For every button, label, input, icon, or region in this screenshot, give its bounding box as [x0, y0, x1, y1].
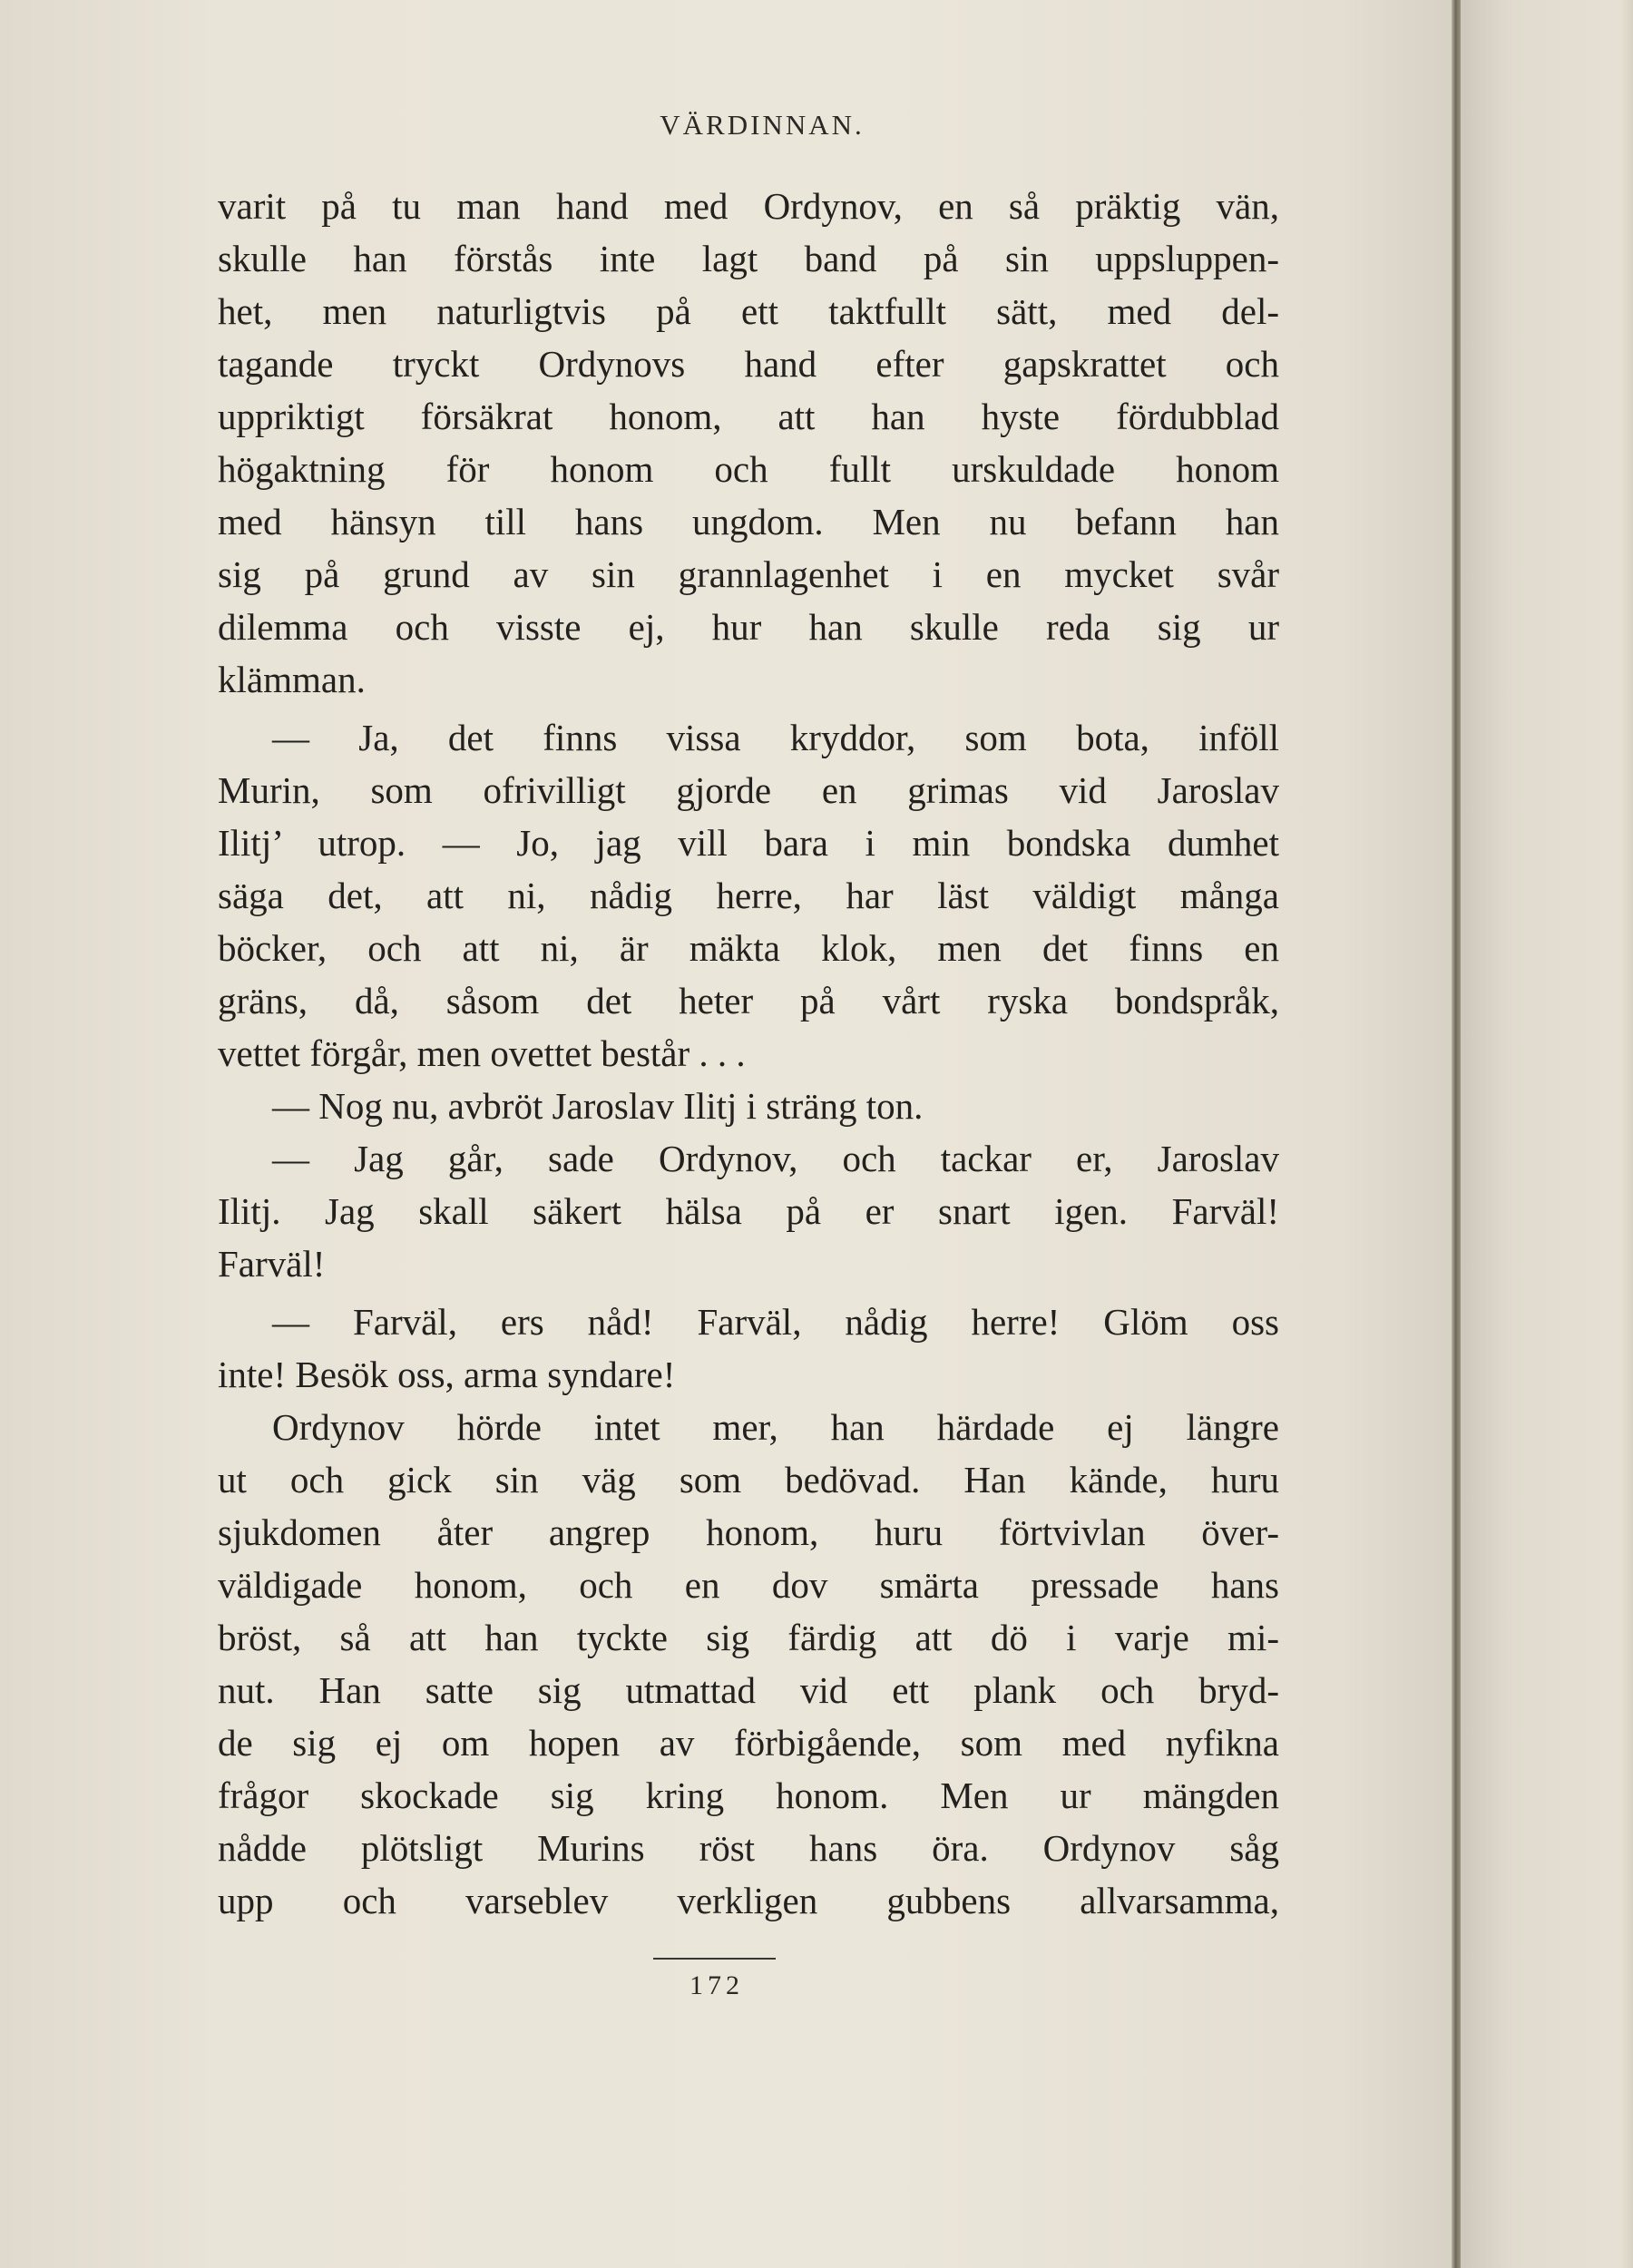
text-line: varit på tu man hand med Ordynov, en så präktig vän,: [218, 185, 1279, 227]
text-line: klämman.: [218, 659, 366, 700]
folio-rule: [653, 1958, 776, 1960]
text-line: — Nog nu, avbröt Jaroslav Ilitj i sträng ton.: [272, 1085, 924, 1127]
text-line: säga det, att ni, nådig herre, har läst väldigt många: [218, 875, 1279, 916]
text-line: het, men naturligtvis på ett taktfullt sätt, med del-: [218, 290, 1279, 332]
text-line: — Farväl, ers nåd! Farväl, nådig herre! Glöm oss: [272, 1301, 1279, 1343]
text-line: tagande tryckt Ordynovs hand efter gapskrattet och: [218, 343, 1279, 385]
text-line: Ilitj’ utrop. — Jo, jag vill bara i min bondska dumhet: [218, 822, 1279, 864]
text-line: nådde plötsligt Murins röst hans öra. Ordynov såg: [218, 1827, 1279, 1869]
text-line: de sig ej om hopen av förbigående, som med nyfikna: [218, 1722, 1279, 1764]
text-line: frågor skockade sig kring honom. Men ur mängden: [218, 1774, 1279, 1816]
running-head: VÄRDINNAN.: [660, 109, 865, 141]
page-gutter: [1452, 0, 1461, 2268]
text-line: Ilitj. Jag skall säkert hälsa på er snart igen. Farväl!: [218, 1190, 1279, 1232]
text-line: — Jag går, sade Ordynov, och tackar er, Jaroslav: [272, 1138, 1279, 1179]
text-line: inte! Besök oss, arma syndare!: [218, 1354, 676, 1395]
text-line: Ordynov hörde intet mer, han härdade ej längre: [272, 1406, 1279, 1448]
text-line: upp och varseblev verkligen gubbens allvarsamma,: [218, 1880, 1279, 1921]
text-line: uppriktigt försäkrat honom, att han hyste fördubblad: [218, 396, 1279, 437]
text-line: — Ja, det finns vissa kryddor, som bota, inföll: [272, 717, 1279, 758]
adjacent-page-edge: [1461, 0, 1633, 2268]
page-number: 172: [689, 1970, 744, 2000]
text-line: skulle han förstås inte lagt band på sin uppsluppen-: [218, 238, 1279, 279]
text-line: väldigade honom, och en dov smärta pressade hans: [218, 1564, 1279, 1606]
body-text: [218, 180, 1279, 1927]
text-line: gräns, då, såsom det heter på vårt ryska bondspråk,: [218, 980, 1279, 1022]
text-line: böcker, och att ni, är mäkta klok, men det finns en: [218, 927, 1279, 969]
text-line: dilemma och visste ej, hur han skulle reda sig ur: [218, 606, 1279, 648]
text-line: Murin, som ofrivilligt gjorde en grimas vid Jaroslav: [218, 769, 1279, 811]
text-line: nut. Han satte sig utmattad vid ett plank och bryd-: [218, 1669, 1279, 1711]
text-line: med hänsyn till hans ungdom. Men nu befann han: [218, 501, 1279, 543]
text-line: högaktning för honom och fullt urskuldade honom: [218, 448, 1279, 490]
text-line: Farväl!: [218, 1243, 326, 1285]
text-line: sig på grund av sin grannlagenhet i en mycket svår: [218, 553, 1279, 595]
page-edge-strip: [1619, 0, 1633, 2268]
text-line: ut och gick sin väg som bedövad. Han kände, huru: [218, 1459, 1279, 1501]
text-line: vettet förgår, men ovettet består . . .: [218, 1032, 746, 1074]
text-line: sjukdomen åter angrep honom, huru förtvivlan över-: [218, 1511, 1279, 1553]
text-line: bröst, så att han tyckte sig färdig att dö i varje mi-: [218, 1617, 1279, 1658]
